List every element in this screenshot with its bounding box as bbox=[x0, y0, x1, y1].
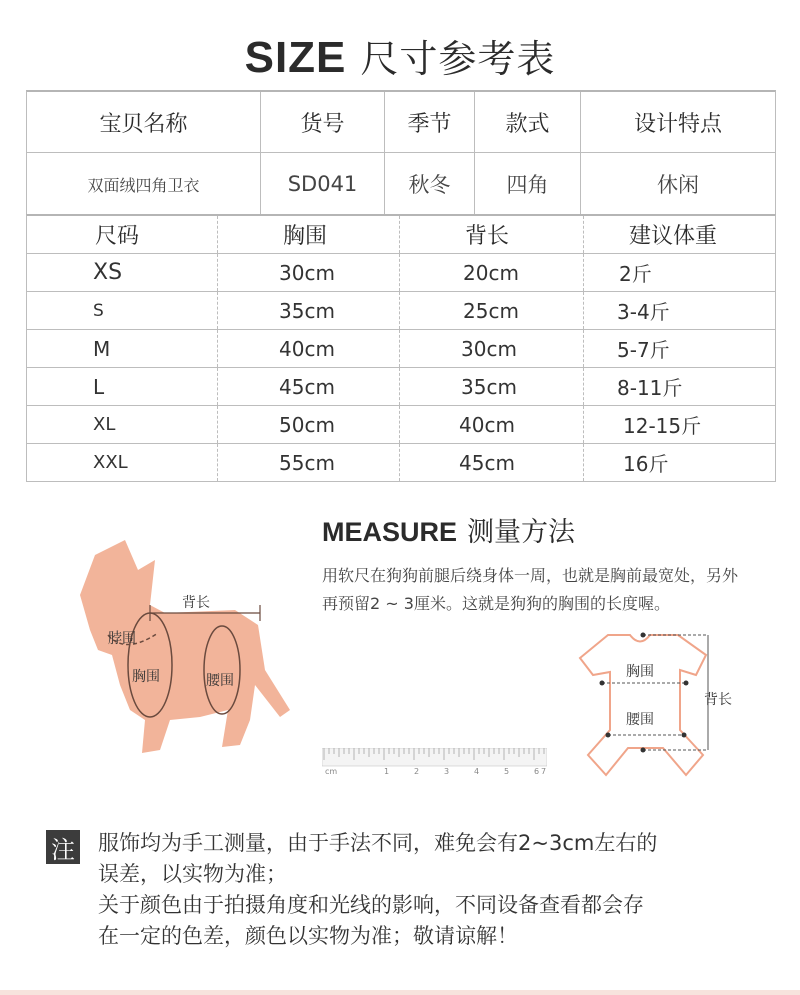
weight-value: 3-4斤 bbox=[617, 300, 670, 324]
weight-value: 16斤 bbox=[623, 452, 669, 476]
dog-label-neck: 脖围 bbox=[108, 631, 136, 647]
chest-value: 45cm bbox=[279, 374, 335, 399]
size-label: XL bbox=[93, 414, 116, 435]
dog-label-waist: 腰围 bbox=[206, 673, 234, 689]
table-row bbox=[27, 368, 775, 406]
note-line: 误差，以实物为准； bbox=[98, 862, 287, 886]
product-value-cell: 双面绒四角卫衣 bbox=[27, 153, 261, 215]
title-en: SIZE bbox=[244, 33, 347, 82]
ruler-label: 1 bbox=[384, 767, 390, 776]
note-badge: 注 bbox=[46, 830, 80, 864]
product-value-cell: 休闲 bbox=[657, 173, 699, 197]
product-header-cell: 宝贝名称 bbox=[27, 92, 261, 152]
note-line: 关于颜色由于拍摄角度和光线的影响，不同设备查看都会存 bbox=[98, 893, 644, 917]
note-line: 服饰均为手工测量，由于手法不同，难免会有2~3cm左右的 bbox=[98, 831, 658, 855]
product-value-cell: 四角 bbox=[475, 153, 581, 215]
product-header-cell: 货号 bbox=[261, 92, 385, 152]
size-label: S bbox=[93, 300, 104, 321]
back-length-value: 35cm bbox=[461, 374, 517, 399]
dog-label-back: 背长 bbox=[182, 595, 210, 611]
table-row bbox=[27, 254, 775, 292]
dog-label-chest: 胸围 bbox=[132, 669, 160, 685]
size-header-cell: 胸围 bbox=[283, 224, 328, 249]
back-length-value: 40cm bbox=[459, 412, 515, 437]
ruler-icon bbox=[322, 748, 547, 778]
chest-value: 35cm bbox=[279, 298, 335, 323]
size-header-cell: 建议体重 bbox=[629, 224, 718, 249]
garment-outline bbox=[580, 635, 706, 775]
product-header-cell: 设计特点 bbox=[633, 111, 722, 137]
product-table bbox=[26, 90, 776, 216]
ruler-label: 6 bbox=[534, 767, 540, 776]
size-label: XS bbox=[93, 260, 123, 285]
measure-description: 用软尺在狗狗前腿后绕身体一周，也就是胸前最宽处，另外再预留2 ~ 3厘米。这就是狗狗的胸围的长度喔。 bbox=[322, 566, 739, 613]
back-length-value: 25cm bbox=[463, 298, 519, 323]
measure-title-en: MEASURE bbox=[322, 517, 458, 547]
table-row bbox=[27, 444, 775, 481]
size-header-cell: 背长 bbox=[465, 224, 510, 249]
weight-value: 5-7斤 bbox=[617, 338, 670, 362]
ruler-label: 3 bbox=[444, 767, 450, 776]
weight-value: 8-11斤 bbox=[617, 376, 683, 400]
weight-value: 12-15斤 bbox=[623, 414, 702, 438]
product-value-cell: 秋冬 bbox=[385, 153, 475, 215]
page-title bbox=[0, 28, 800, 83]
measure-title-zh: 测量方法 bbox=[467, 517, 576, 548]
size-label: L bbox=[93, 374, 105, 399]
size-header-row bbox=[27, 216, 775, 254]
chest-value: 30cm bbox=[279, 260, 335, 285]
weight-value: 2斤 bbox=[619, 262, 652, 286]
size-header-cell: 尺码 bbox=[95, 224, 140, 249]
size-table bbox=[26, 214, 776, 482]
garment-label-chest: 胸围 bbox=[626, 664, 654, 680]
chest-value: 40cm bbox=[279, 336, 335, 361]
back-length-value: 20cm bbox=[463, 260, 519, 285]
garment-label-waist: 腰围 bbox=[626, 712, 654, 728]
note-line: 在一定的色差，颜色以实物为准；敬请谅解！ bbox=[98, 924, 518, 948]
note-text bbox=[98, 828, 778, 952]
size-label: XXL bbox=[93, 452, 128, 473]
table-row bbox=[27, 330, 775, 368]
ruler-label: 7 bbox=[541, 767, 547, 776]
garment-diagram bbox=[568, 630, 748, 780]
product-value-row bbox=[27, 153, 775, 215]
chest-value: 50cm bbox=[279, 412, 335, 437]
product-header-cell: 季节 bbox=[385, 92, 475, 152]
bottom-divider bbox=[0, 990, 800, 995]
table-row bbox=[27, 406, 775, 444]
back-length-value: 30cm bbox=[461, 336, 517, 361]
product-header-cell: 款式 bbox=[475, 92, 581, 152]
ruler-label: 2 bbox=[414, 767, 420, 776]
measure-title bbox=[322, 510, 575, 549]
ruler-label: cm bbox=[325, 767, 338, 776]
back-length-value: 45cm bbox=[459, 450, 515, 475]
ruler-label: 4 bbox=[474, 767, 480, 776]
ruler-label: 5 bbox=[504, 767, 510, 776]
garment-label-back: 背长 bbox=[704, 692, 732, 708]
dog-illustration bbox=[50, 535, 300, 760]
product-value-cell: SD041 bbox=[261, 153, 385, 215]
title-zh: 尺寸参考表 bbox=[360, 37, 556, 81]
chest-value: 55cm bbox=[279, 450, 335, 475]
table-row bbox=[27, 292, 775, 330]
product-header-row bbox=[27, 92, 775, 153]
size-label: M bbox=[93, 336, 111, 361]
